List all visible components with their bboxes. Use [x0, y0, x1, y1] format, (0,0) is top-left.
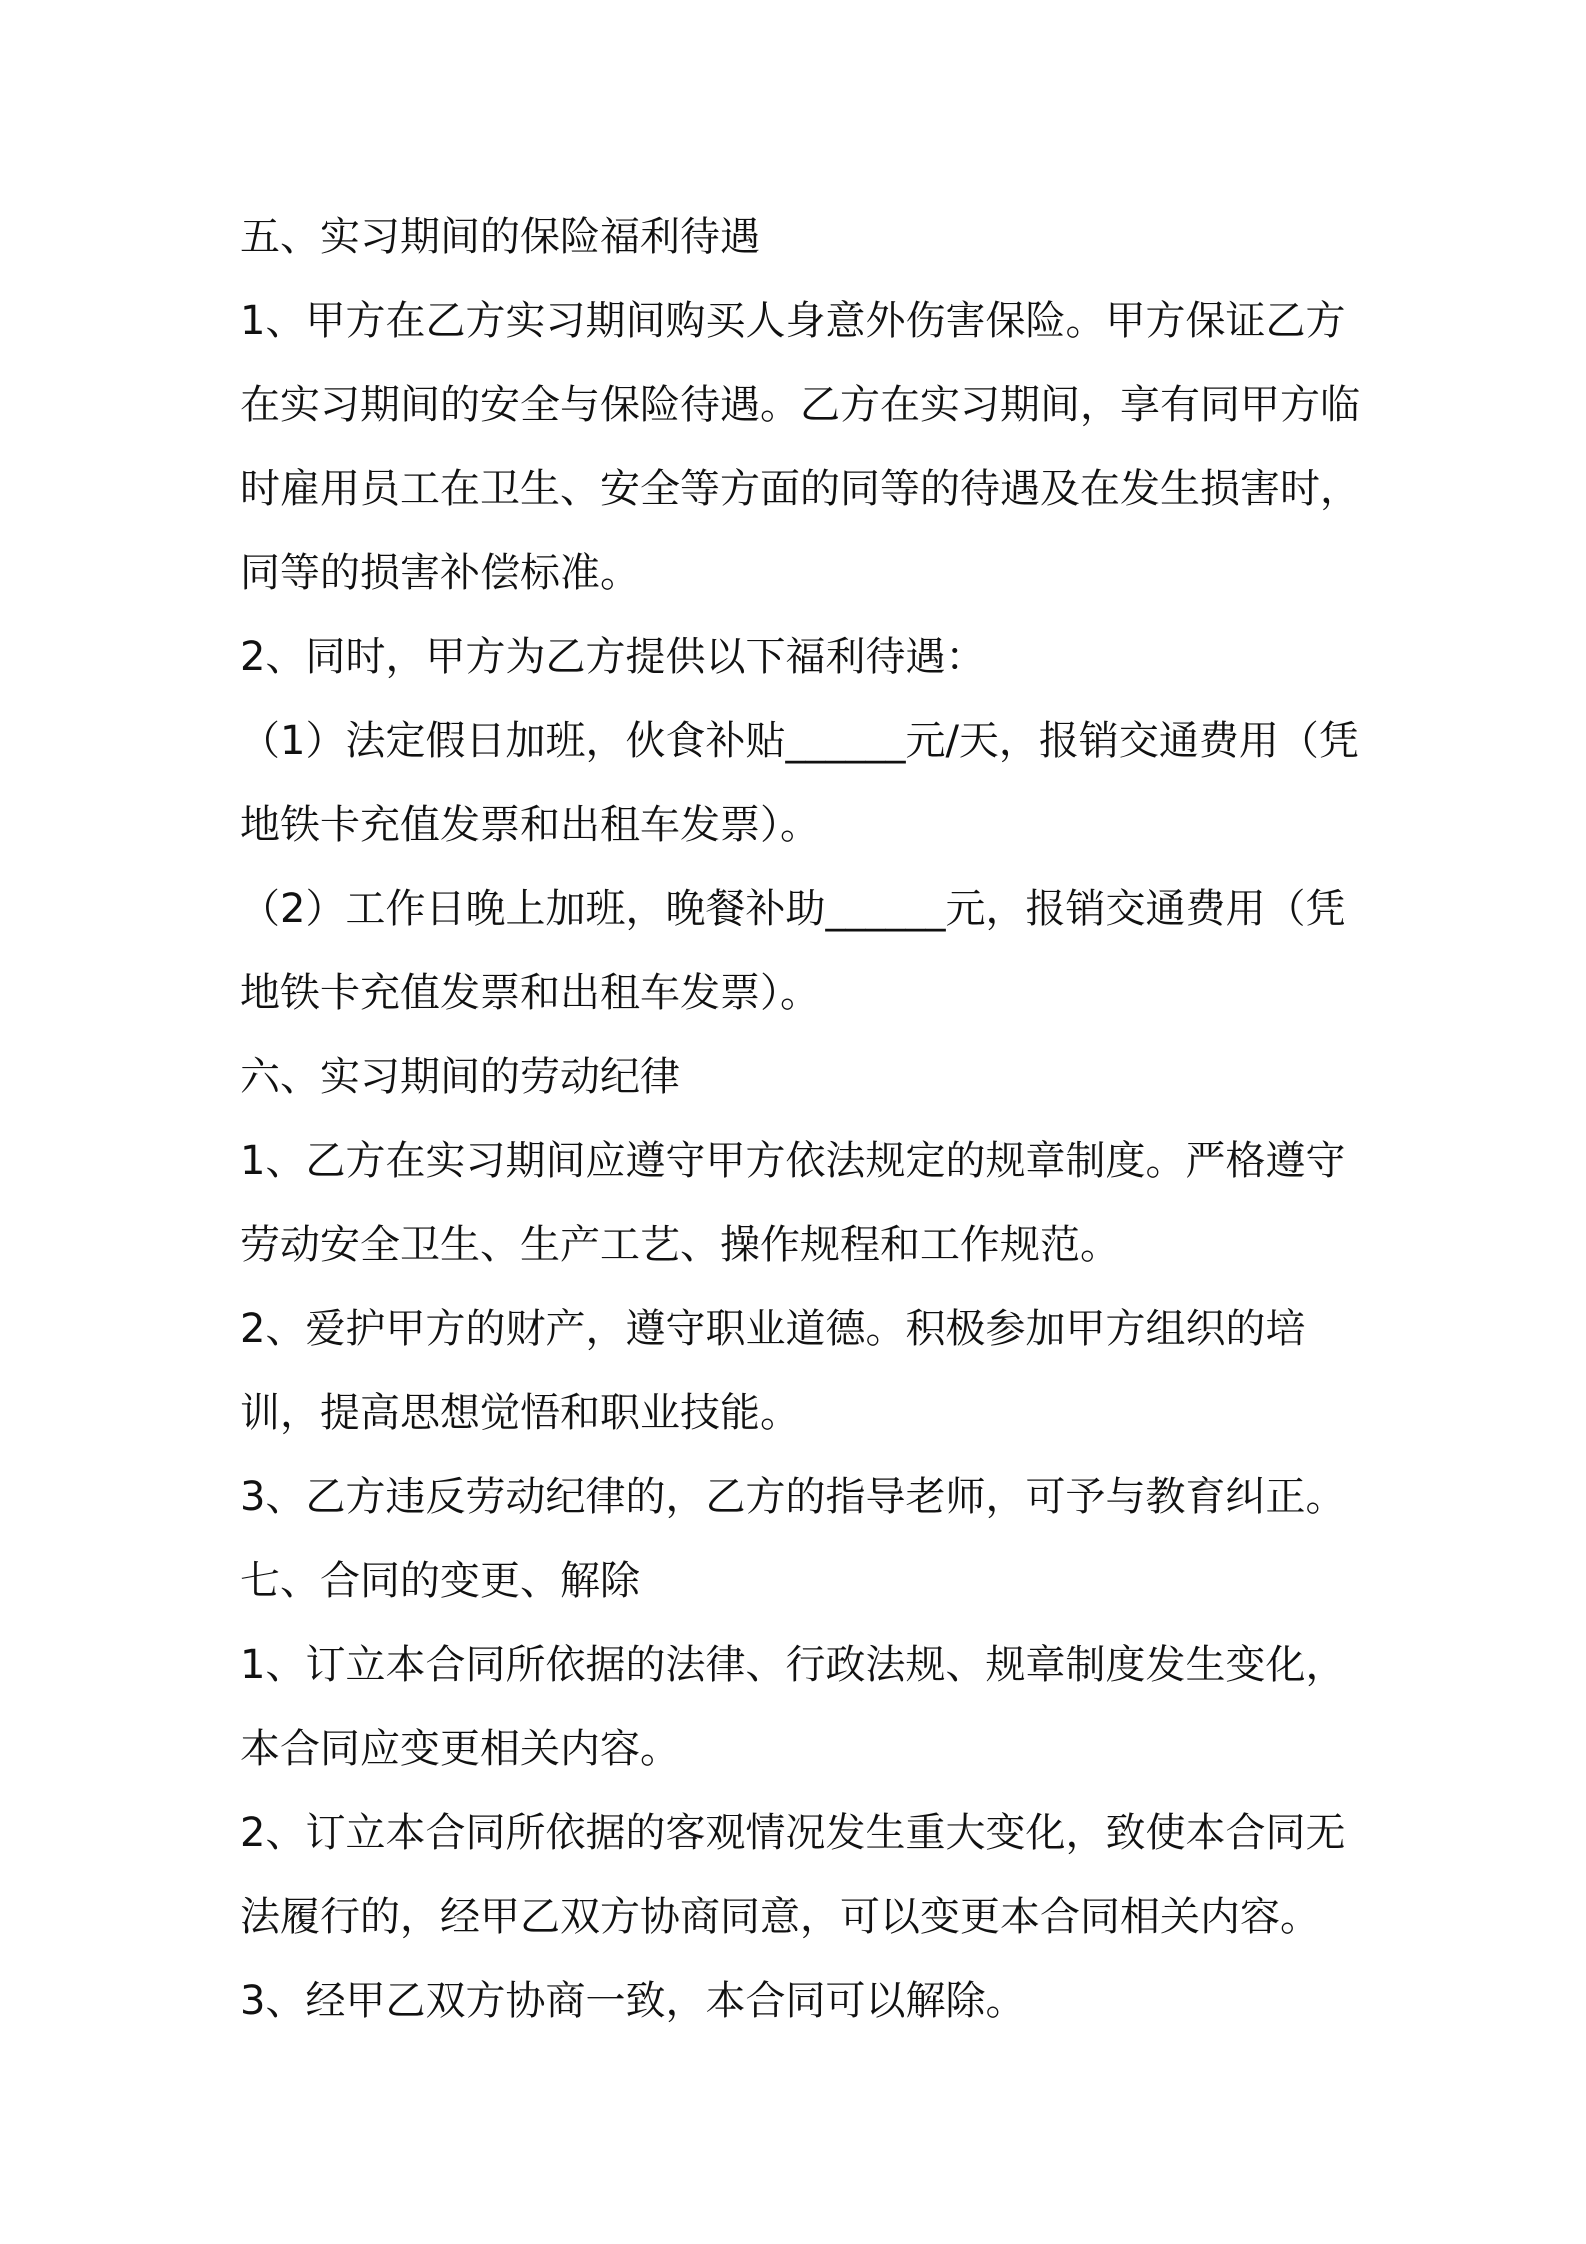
section-6-heading: 六、实习期间的劳动纪律 — [240, 1054, 680, 1100]
section-7-item-1: 1、订立本合同所依据的法律、行政法规、规章制度发生变化，本合同应变更相关内容。 — [240, 1642, 1346, 1772]
section-7-item-3: 3、经甲乙双方协商一致，本合同可以解除。 — [240, 1978, 1026, 2024]
section-5-item-1: 1、甲方在乙方实习期间购买人身意外伤害保险。甲方保证乙方在实习期间的安全与保险待遇。乙方在实习期间，享有同甲方临时雇用员工在卫生、安全等方面的同等的待遇及在发生损害时，同等的损害补偿标准。 — [240, 298, 1360, 596]
section-5-item-2: 2、同时，甲方为乙方提供以下福利待遇： — [240, 634, 986, 680]
section-7-item-2: 2、订立本合同所依据的客观情况发生重大变化，致使本合同无法履行的，经甲乙双方协商同意，可以变更本合同相关内容。 — [240, 1810, 1346, 1940]
contract-body — [240, 195, 1370, 2043]
section-6-item-2: 2、爱护甲方的财产，遵守职业道德。积极参加甲方组织的培训，提高思想觉悟和职业技能。 — [240, 1306, 1306, 1436]
section-6-item-3: 3、乙方违反劳动纪律的，乙方的指导老师，可予与教育纠正。 — [240, 1474, 1346, 1520]
section-5-subitem-2: （2）工作日晚上加班，晚餐补助______元，报销交通费用（凭地铁卡充值发票和出租车发票）。 — [240, 886, 1346, 1016]
section-6-item-1: 1、乙方在实习期间应遵守甲方依法规定的规章制度。严格遵守劳动安全卫生、生产工艺、操作规程和工作规范。 — [240, 1138, 1346, 1268]
section-5-subitem-1: （1）法定假日加班，伙食补贴______元/天，报销交通费用（凭地铁卡充值发票和出租车发票）。 — [240, 718, 1359, 848]
section-5-heading: 五、实习期间的保险福利待遇 — [240, 214, 760, 260]
section-7-heading: 七、合同的变更、解除 — [240, 1558, 640, 1604]
